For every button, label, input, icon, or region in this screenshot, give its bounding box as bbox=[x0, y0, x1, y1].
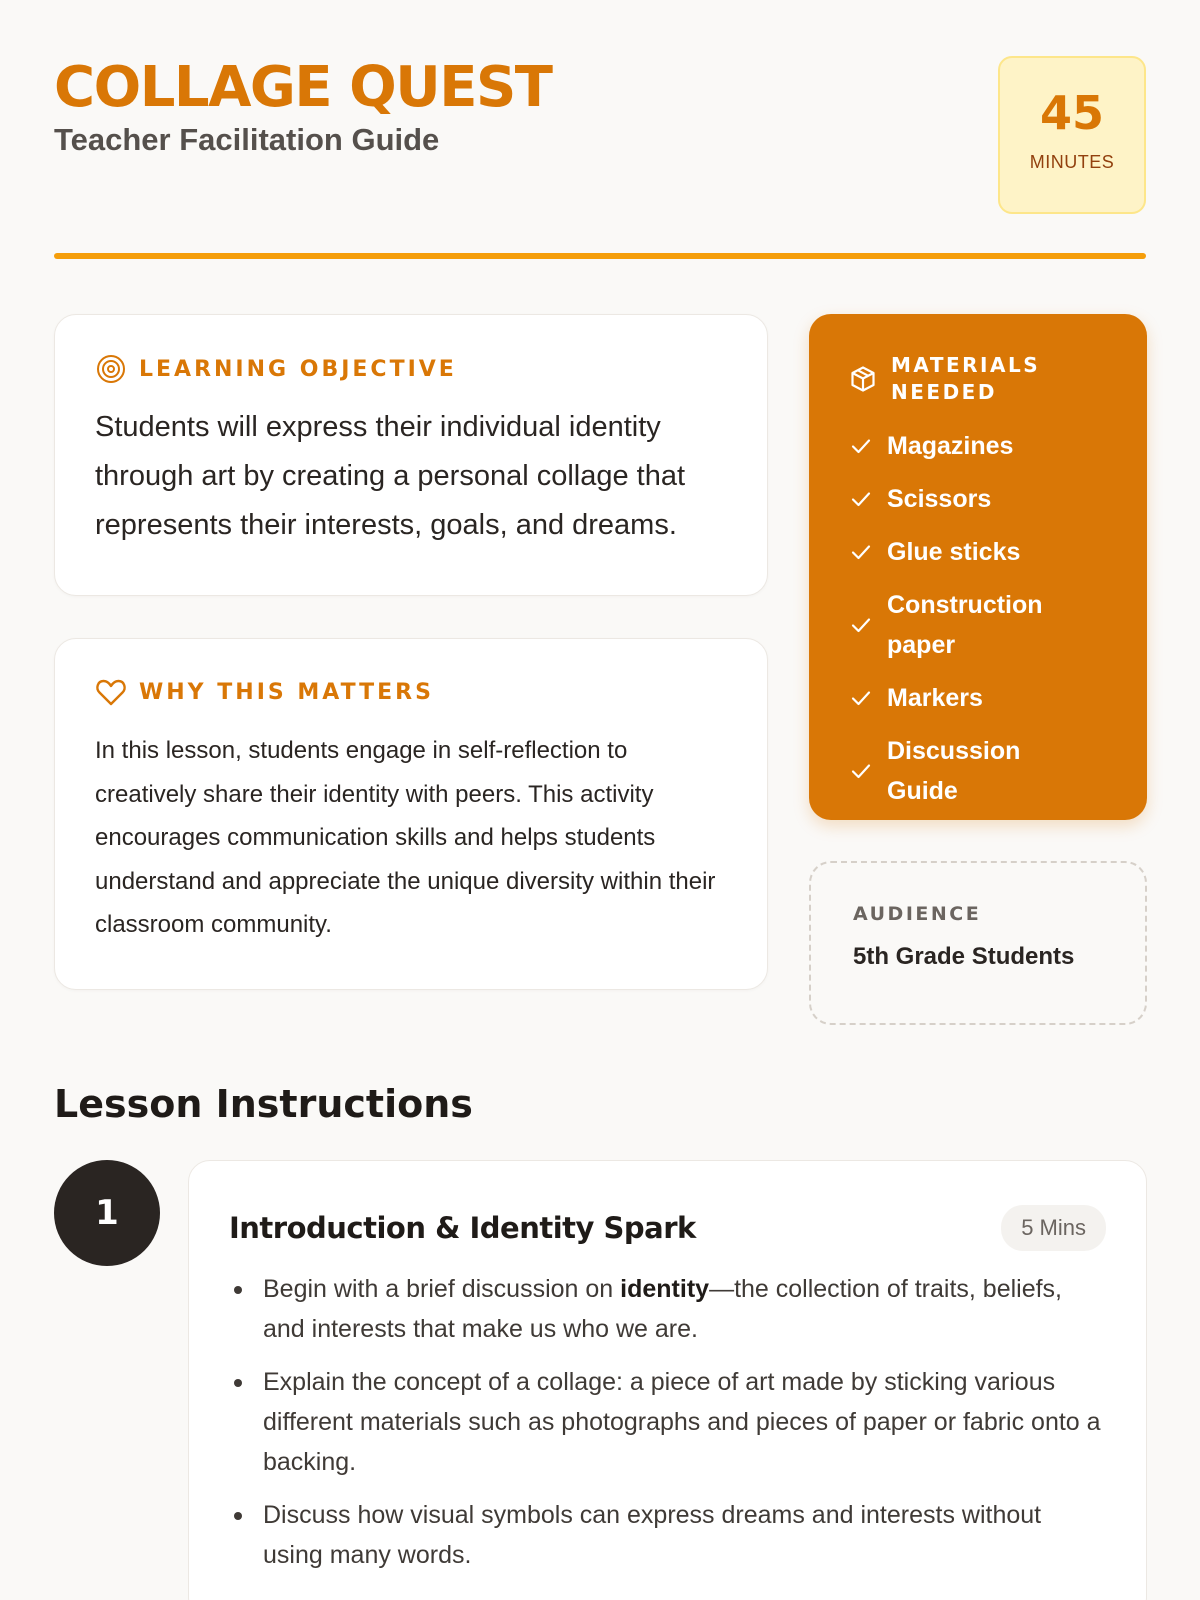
learning-objective-text: Students will express their individual identity through art by creating a personal collage that represents their interests, goals, and dreams. bbox=[95, 411, 686, 541]
material-item bbox=[849, 479, 1107, 519]
header-divider bbox=[54, 253, 1146, 259]
material-label: Construction paper bbox=[887, 591, 1043, 659]
step-header bbox=[229, 1205, 1106, 1251]
page-title: COLLAGE QUEST bbox=[54, 55, 552, 120]
material-item bbox=[849, 426, 1107, 466]
material-label: Markers bbox=[887, 684, 983, 712]
why-this-matters-text: In this lesson, students engage in self-reflection to creatively share their identity with peers. This activity encourages communication skills and helps students understand and appreciate the unique diversity within their classroom community. bbox=[95, 737, 716, 938]
material-label: Discussion Guide bbox=[887, 737, 1021, 805]
material-item bbox=[849, 678, 1107, 718]
step-bullet bbox=[229, 1269, 1106, 1349]
check-icon bbox=[849, 759, 873, 783]
materials-heading bbox=[849, 352, 1107, 406]
bullet-text: Begin with a brief discussion on bbox=[263, 1275, 621, 1303]
audience-card bbox=[809, 861, 1147, 1025]
step-bullet bbox=[229, 1362, 1106, 1482]
target-icon bbox=[95, 353, 127, 385]
audience-value: 5th Grade Students bbox=[853, 943, 1075, 970]
step-bullet-list bbox=[229, 1269, 1106, 1575]
check-icon bbox=[849, 686, 873, 710]
learning-objective-heading bbox=[95, 353, 727, 385]
learning-objective-card bbox=[54, 314, 768, 596]
material-item bbox=[849, 532, 1107, 572]
material-item bbox=[849, 585, 1107, 665]
check-icon bbox=[849, 540, 873, 564]
materials-label: MATERIALS NEEDED bbox=[891, 353, 1041, 404]
step-title: Introduction & Identity Spark bbox=[229, 1211, 696, 1245]
package-icon bbox=[849, 365, 877, 393]
heart-icon bbox=[95, 677, 127, 707]
material-label: Scissors bbox=[887, 485, 992, 513]
audience-label: AUDIENCE bbox=[853, 903, 982, 925]
step-card bbox=[188, 1160, 1147, 1600]
duration-value: 45 bbox=[1039, 86, 1104, 140]
step-number-badge: 1 bbox=[54, 1160, 160, 1266]
materials-list bbox=[849, 426, 1107, 811]
step-duration-badge: 5 Mins bbox=[1001, 1205, 1106, 1251]
step-bullet bbox=[229, 1495, 1106, 1575]
materials-card bbox=[809, 314, 1147, 820]
lesson-instructions-title: Lesson Instructions bbox=[54, 1082, 473, 1126]
bullet-bold-term: identity bbox=[620, 1275, 710, 1303]
why-this-matters-card bbox=[54, 638, 768, 990]
why-this-matters-label: WHY THIS MATTERS bbox=[139, 679, 434, 705]
learning-objective-label: LEARNING OBJECTIVE bbox=[139, 356, 457, 382]
page-header bbox=[54, 56, 1146, 226]
bullet-text: Discuss how visual symbols can express dreams and interests without using many words. bbox=[263, 1501, 1042, 1569]
page-subtitle: Teacher Facilitation Guide bbox=[54, 122, 440, 157]
check-icon bbox=[849, 613, 873, 637]
material-label: Magazines bbox=[887, 432, 1014, 460]
duration-unit: MINUTES bbox=[1029, 152, 1115, 172]
material-item bbox=[849, 731, 1107, 811]
material-label: Glue sticks bbox=[887, 538, 1021, 566]
why-this-matters-heading bbox=[95, 677, 727, 707]
bullet-text: Explain the concept of a collage: a piece of art made by sticking various different materials such as photographs and pieces of paper or fabric onto a backing. bbox=[263, 1368, 1101, 1476]
check-icon bbox=[849, 487, 873, 511]
duration-badge bbox=[998, 56, 1146, 214]
bullet-text-continued: —the collection of traits, beliefs, and interests that make us who we are. bbox=[263, 1275, 1063, 1343]
check-icon bbox=[849, 434, 873, 458]
